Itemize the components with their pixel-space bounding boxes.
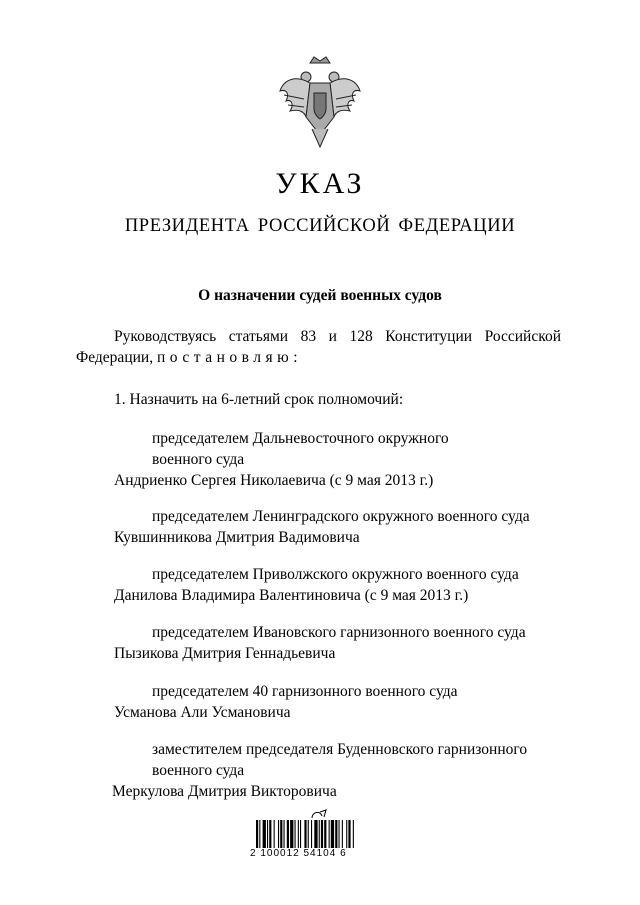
appointee-name: Усманова Али Усмановича <box>114 704 291 721</box>
appointment-position: заместителем председателя Буденновского гарнизонного <box>152 741 528 758</box>
barcode-bar <box>308 820 309 848</box>
appointment-entry <box>114 622 526 664</box>
barcode-bar <box>311 820 312 848</box>
barcode-bar <box>284 820 285 848</box>
barcode-bar <box>263 820 266 848</box>
preamble-resolution-word: постановляю: <box>156 349 303 366</box>
barcode-bar <box>295 820 296 848</box>
barcode-bar <box>339 820 340 848</box>
decree-title: УКАЗ <box>275 167 365 200</box>
appointee-name: Кувшинникова Дмитрия Вадимовича <box>114 529 360 546</box>
barcode-bars <box>250 820 390 848</box>
barcode-number: 2 100012 54104 6 <box>250 848 347 859</box>
preamble-line-2 <box>76 347 561 368</box>
barcode-bar <box>300 820 301 848</box>
barcode-bar <box>314 820 317 848</box>
preamble-line-2-prefix: Федерации, <box>76 349 157 366</box>
coat-of-arms-icon <box>276 55 364 155</box>
decree-subject: О назначении судей военных судов <box>198 287 442 304</box>
barcode-bar <box>256 820 258 848</box>
barcode-bar <box>335 820 337 848</box>
barcode-bar <box>348 820 350 848</box>
postal-horn-icon <box>250 808 390 820</box>
barcode-bar <box>329 820 330 848</box>
appointment-position: военного суда <box>152 451 245 468</box>
appointment-position: военного суда <box>152 762 245 779</box>
barcode-bar <box>287 820 289 848</box>
document-barcode <box>250 808 390 864</box>
appointment-entry <box>114 428 449 491</box>
appointment-position: председателем Дальневосточного окружного <box>152 430 449 447</box>
decree-issuer: ПРЕЗИДЕНТА РОССИЙСКОЙ ФЕДЕРАЦИИ <box>124 216 516 236</box>
appointment-position: председателем Ленинградского окружного военного суда <box>152 508 530 525</box>
barcode-bar <box>342 820 343 848</box>
appointee-name: Пызикова Дмитрия Геннадьевича <box>114 645 336 662</box>
barcode-bar <box>278 820 279 848</box>
barcode-bar <box>319 820 320 848</box>
preamble-paragraph <box>76 326 561 368</box>
barcode-bar <box>267 820 268 848</box>
barcode-bar <box>259 820 260 848</box>
appointment-position: председателем Ивановского гарнизонного военного суда <box>152 624 526 641</box>
appointee-name: Данилова Владимира Валентиновича (с 9 мая 2013 г.) <box>114 587 469 604</box>
preamble-line-1: Руководствуясь статьями 83 и 128 Конституции Российской <box>114 328 561 345</box>
appointee-name: Андриенко Сергея Николаевича (с 9 мая 2013 г.) <box>114 472 434 489</box>
appointment-entry <box>114 681 458 723</box>
barcode-bar <box>269 820 271 848</box>
barcode-bar <box>304 820 306 848</box>
clause-1: 1. Назначить на 6-летний срок полномочий: <box>114 391 404 408</box>
appointee-name: Меркулова Дмитрия Викторовича <box>112 783 337 800</box>
barcode-bar <box>331 820 334 848</box>
barcode-bar <box>346 820 347 848</box>
barcode-bar <box>298 820 299 848</box>
barcode-bar <box>353 820 354 848</box>
barcode-bar <box>321 820 323 848</box>
appointment-position: председателем 40 гарнизонного военного суда <box>152 683 458 700</box>
appointment-position: председателем Приволжского окружного военного суда <box>152 566 519 583</box>
barcode-bar <box>290 820 293 848</box>
barcode-bar <box>274 820 275 848</box>
appointment-entry <box>114 506 530 548</box>
appointment-entry <box>114 739 527 802</box>
appointment-entry <box>114 564 519 606</box>
barcode-bar <box>324 820 326 848</box>
barcode-bar <box>280 820 282 848</box>
